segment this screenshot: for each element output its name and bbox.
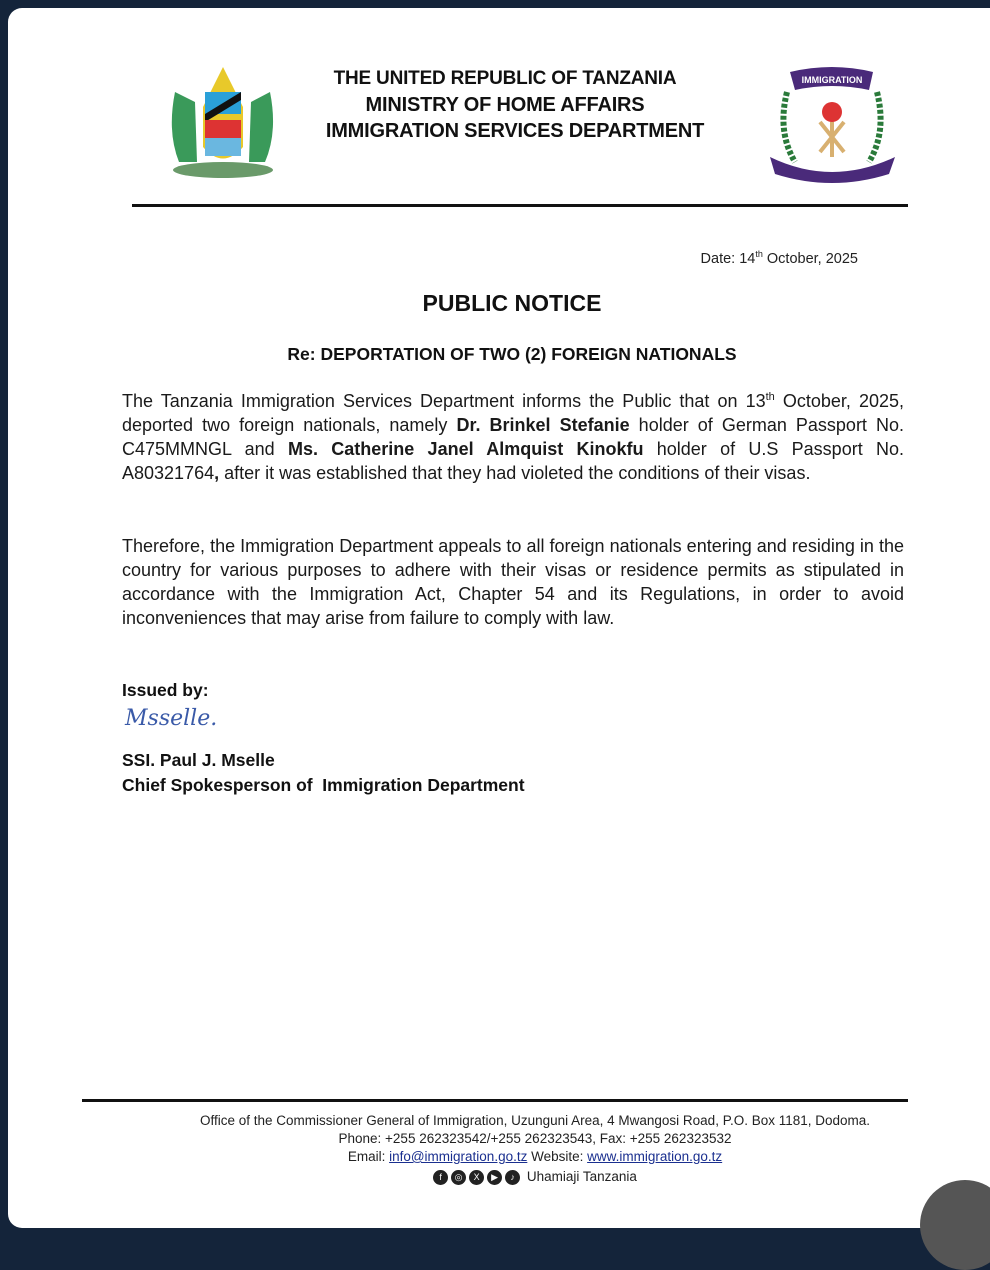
notice-date: Date: 14th October, 2025 xyxy=(700,249,858,267)
footer-address: Office of the Commissioner General of Immigration, Uzunguni Area, 4 Mwangosi Road, P.O. Box 1181, Dodoma. xyxy=(199,1113,871,1128)
signatory-role: Chief Spokesperson of Immigration Department xyxy=(122,775,525,795)
notice-subject: Re: DEPORTATION OF TWO (2) FOREIGN NATIONALS xyxy=(287,344,737,364)
footer-divider xyxy=(82,1099,908,1102)
coat-of-arms-logo xyxy=(165,62,280,180)
footer-contacts: Email: info@immigration.go.tz Website: www.immigration.go.tz xyxy=(347,1149,723,1164)
x-icon[interactable]: X xyxy=(469,1170,484,1185)
notice-title: PUBLIC NOTICE xyxy=(422,290,602,316)
tiktok-icon[interactable]: ♪ xyxy=(505,1170,520,1185)
signatory-name: SSI. Paul J. Mselle xyxy=(122,750,275,770)
footer-phone: Phone: +255 262323542/+255 262323543, Fax: +255 262323532 xyxy=(338,1131,732,1146)
signature: Msselle. xyxy=(125,706,218,731)
instagram-icon[interactable]: ◎ xyxy=(451,1170,466,1185)
facebook-icon[interactable]: f xyxy=(433,1170,448,1185)
email-link[interactable]: info@immigration.go.tz xyxy=(389,1149,528,1164)
svg-text:IMMIGRATION: IMMIGRATION xyxy=(801,75,863,85)
svg-text:TANZANIA: TANZANIA xyxy=(809,160,855,170)
header-line-3: IMMIGRATION SERVICES DEPARTMENT xyxy=(325,120,705,142)
header-line-2: MINISTRY OF HOME AFFAIRS xyxy=(365,94,645,116)
youtube-icon[interactable]: ▶ xyxy=(487,1170,502,1185)
footer-social: f ◎ X ▶ ♪ Uhamiaji Tanzania xyxy=(80,1169,990,1185)
issued-by-label: Issued by: xyxy=(122,680,209,700)
header-divider xyxy=(132,204,908,207)
paragraph-1: The Tanzania Immigration Services Department informs the Public that on 13th October, 2025, deported two foreign nationals, namely Dr. Brinkel Stefanie holder of German Passport No. C475MMNGL and Ms. Catherine Janel Almquist Kinokfu holder of U.S Passport No. A80321764, after it was established that they had violeted the conditions of their visas. xyxy=(122,391,904,483)
header-line-1: THE UNITED REPUBLIC OF TANZANIA xyxy=(333,68,677,89)
immigration-emblem-logo xyxy=(765,62,900,187)
paragraph-2: Therefore, the Immigration Department appeals to all foreign nationals entering and residing in the country for various purposes to adhere with their visas or residence permits as stipulated in accordance with the Immigration Act, Chapter 54 and its Regulations, in order to avoid inconveniences that may arise from failure to comply with law. xyxy=(122,536,904,628)
website-link[interactable]: www.immigration.go.tz xyxy=(587,1149,723,1164)
